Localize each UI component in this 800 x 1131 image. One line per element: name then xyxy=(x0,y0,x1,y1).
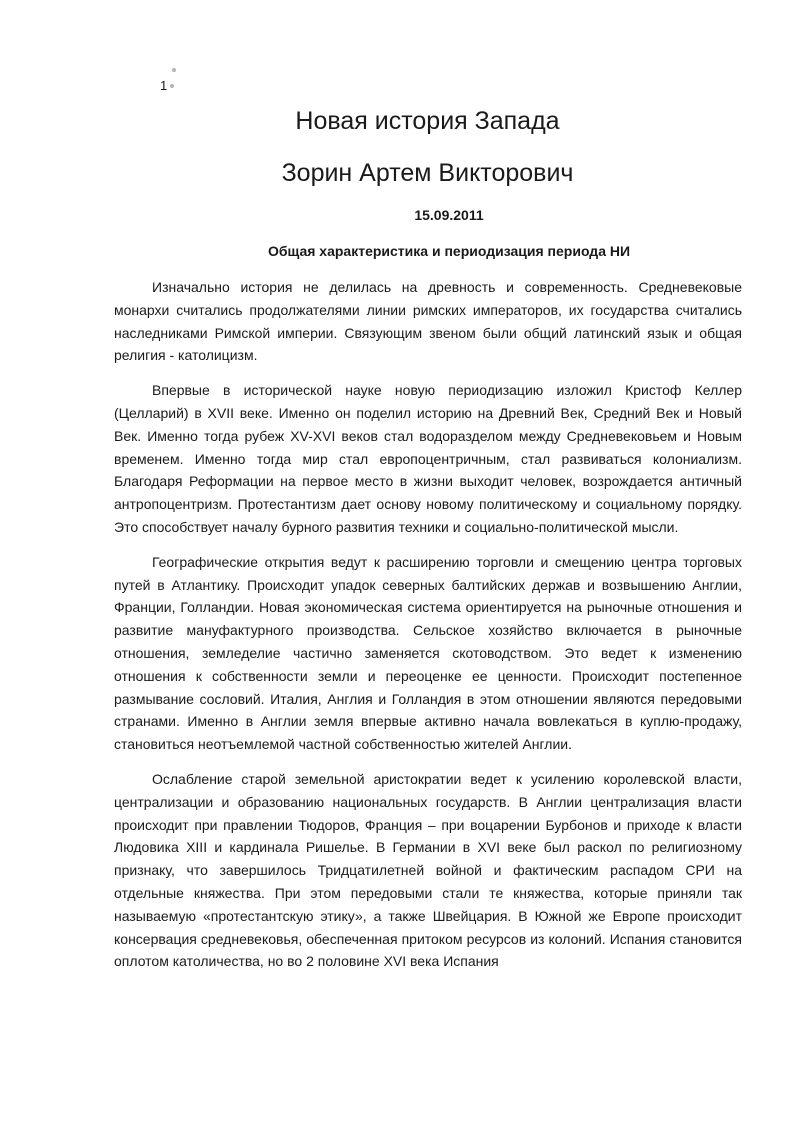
paragraph: Географические открытия ведут к расширению торговли и смещению центра торговых путей в Атлантику. Происходит упадок северных балтийских держав и возвышению Англии, Франции, Голландии. Новая экономическая система ориентируется на рыночные отношения и развитие мануфактурного производства. Сельское хозяйство включается в рыночные отношения, земледелие частично заменяется скотоводством. Это ведет к изменению отношения к собственности земли и переоценке ее ценности. Происходит постепенное размывание сословий. Италия, Англия и Голландия в этом отношении являются передовыми странами. Именно в Англии земля впервые активно начала вовлекаться в куплю-продажу, становиться неотъемлемой частной собственностью жителей Англии. xyxy=(114,553,742,753)
lecture-date: 15.09.2011 xyxy=(414,207,484,223)
paragraph: Ослабление старой земельной аристократии ведет к усилению королевской власти, централизации и образованию национальных государств. В Англии централизация власти происходит при правлении Тюдоров, Франция – при воцарении Бурбонов и приходе к власти Людовика XIII и кардинала Ришелье. В Германии в XVI веке был раскол по религиозному признаку, что завершилось Тридцатилетней войной и фактическим распадом СРИ на отдельные княжества. При этом передовыми стали те княжества, которые приняли так называемую «протестантскую этику», а также Швейцария. В Южной же Европе происходит консервация средневековья, обеспеченная притоком ресурсов из колоний. Испания становится оплотом католичества, но во 2 половине XVI века Испания xyxy=(114,770,742,970)
section-heading: Общая характеристика и периодизация периода НИ xyxy=(267,243,631,259)
marker-dot xyxy=(170,84,174,88)
author-name: Зорин Артем Викторович xyxy=(281,159,574,187)
marker-dot xyxy=(172,68,176,72)
page-number: 1 xyxy=(160,78,168,93)
document-title: Новая история Запада xyxy=(295,107,560,135)
document-body xyxy=(114,276,742,985)
paragraph: Изначально история не делилась на древность и современность. Средневековые монархи считались продолжателями линии римских императоров, их государства считались наследниками Римской империи. Связующим звеном были общий латинский язык и общая религия - католицизм. xyxy=(114,279,742,364)
text-cursor-marker xyxy=(170,68,176,94)
paragraph: Впервые в исторической науке новую периодизацию изложил Кристоф Келлер (Целларий) в XVII веке. Именно он поделил историю на Древний Век, Средний Век и Новый Век. Именно тогда рубеж XV-XVI веков стал водоразделом между Средневековьем и Новым временем. Именно тогда мир стал европоцентричным, стал развиваться колониализм. Благодаря Реформации на первое место в жизни выходит человек, возрождается античный антропоцентризм. Протестантизм дает основу новому политическому и социальному порядку. Это способствует началу бурного развития техники и социально-политической мысли. xyxy=(114,382,742,535)
